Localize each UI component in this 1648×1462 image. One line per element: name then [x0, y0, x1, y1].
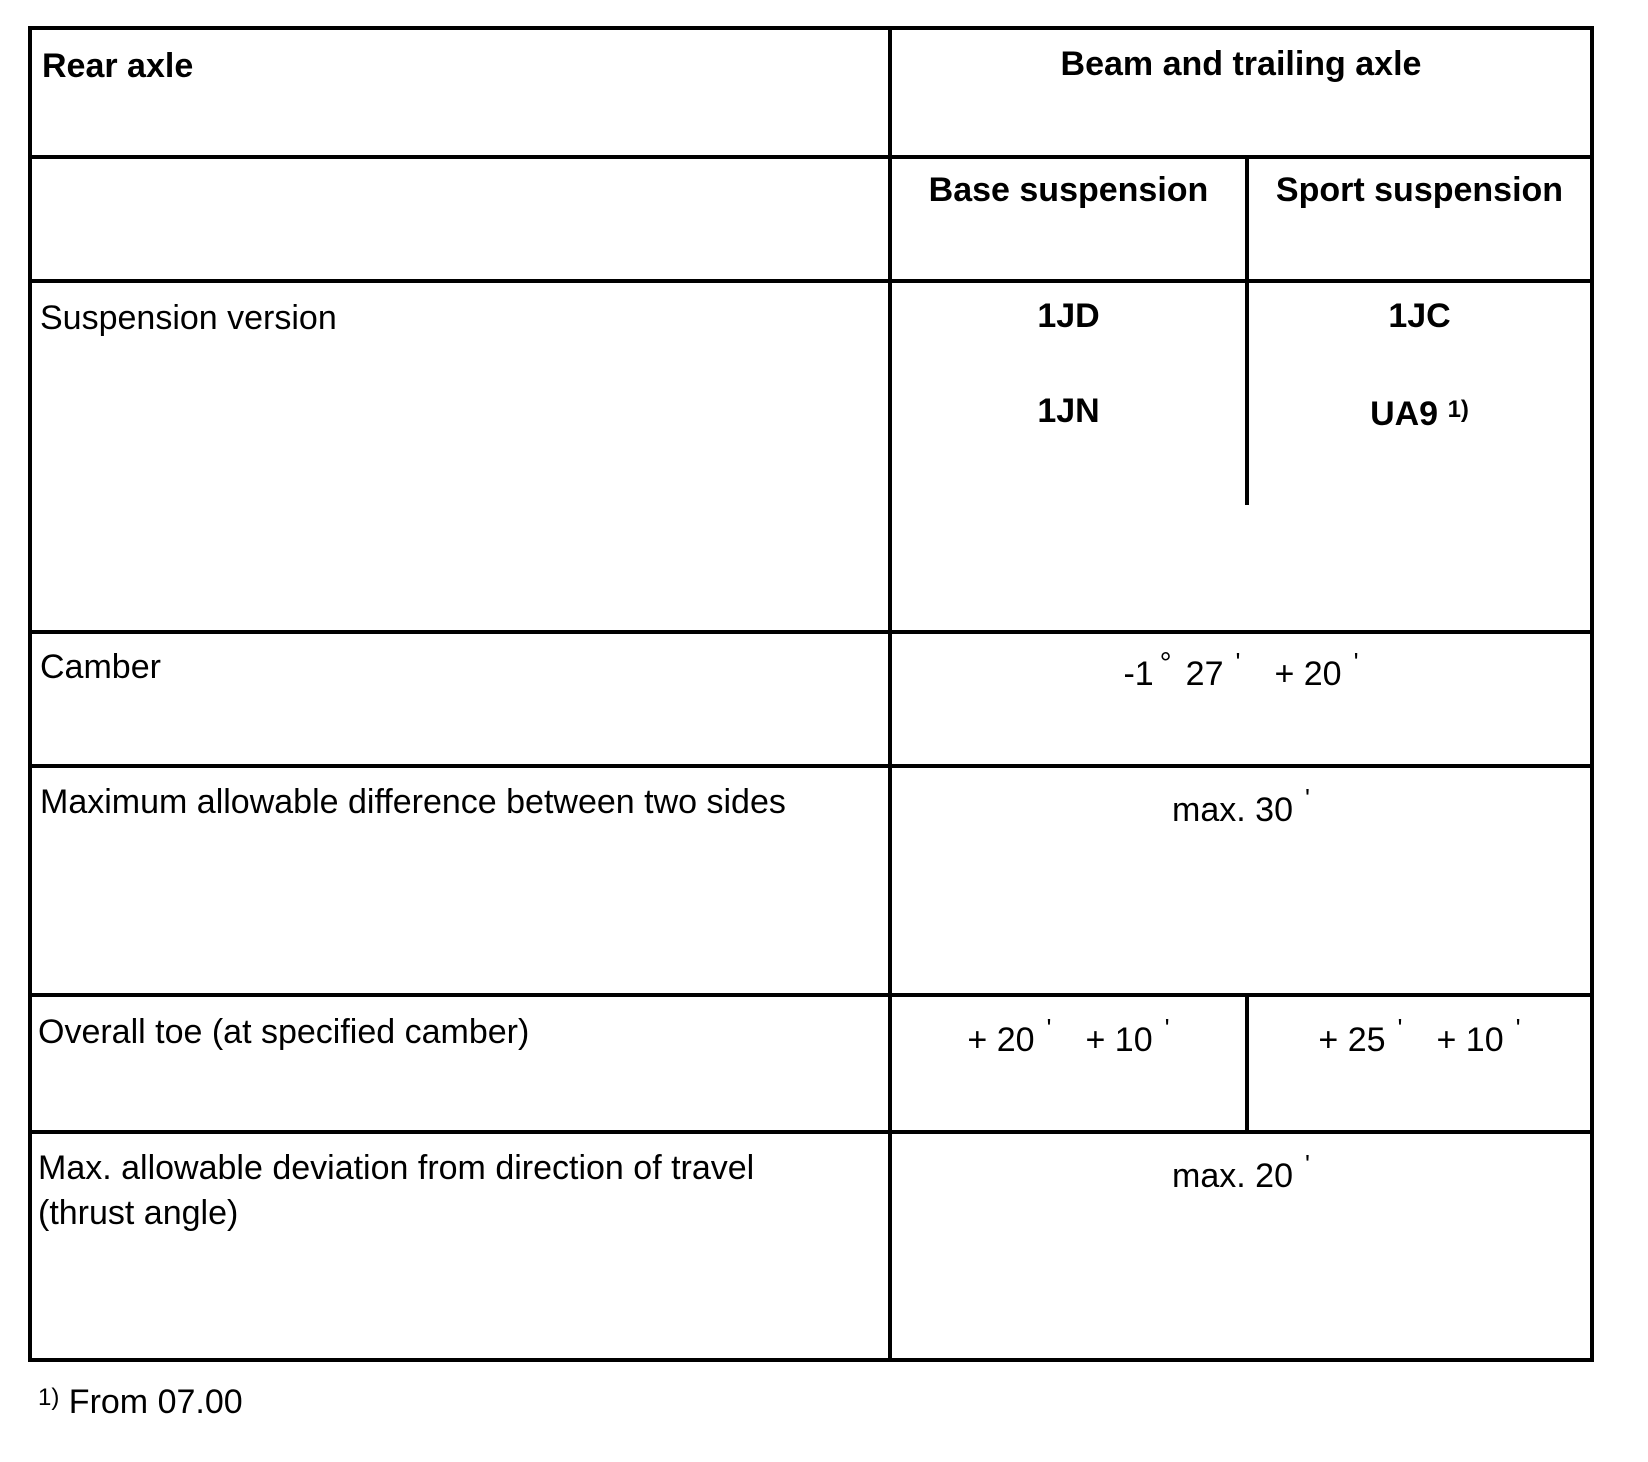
row-label-suspension-version: Suspension version — [40, 299, 337, 337]
toe-tolerance: + 10 — [1436, 1021, 1504, 1059]
table-row-divider — [28, 630, 1594, 634]
header-sport-suspension: Sport suspension — [1275, 171, 1564, 209]
table-border-left — [28, 26, 32, 1362]
toe-tolerance: + 10 — [1085, 1021, 1153, 1059]
max-difference-value — [892, 783, 1590, 834]
table-row-divider — [28, 155, 1594, 159]
minute-symbol: ' — [1046, 1013, 1052, 1043]
sport-suspension-code-with-note — [1249, 392, 1590, 436]
table-row-divider — [28, 993, 1594, 997]
minute-symbol: ' — [1164, 1013, 1170, 1043]
row-label-camber: Camber — [40, 648, 161, 686]
thrust-angle-text: max. 20 — [1172, 1157, 1293, 1195]
base-suspension-code: 1JD — [1037, 297, 1100, 335]
camber-degrees: -1 — [1123, 655, 1154, 693]
header-rear-axle: Rear axle — [42, 47, 194, 85]
minute-symbol: ' — [1304, 1149, 1310, 1179]
footnote — [38, 1380, 243, 1424]
toe-value: + 20 — [967, 1021, 1035, 1059]
base-toe-value — [892, 1013, 1245, 1064]
sport-suspension-code: 1JC — [1388, 297, 1451, 335]
table-row-divider — [28, 764, 1594, 768]
max-difference-text: max. 30 — [1172, 791, 1293, 829]
minute-symbol: ' — [1235, 647, 1241, 677]
minute-symbol: ' — [1515, 1013, 1521, 1043]
camber-minutes: 27 — [1185, 655, 1224, 693]
table-row-divider — [28, 1130, 1594, 1134]
row-label-thrust-angle-line1: Max. allowable deviation from direction of travel — [38, 1149, 755, 1187]
thrust-angle-value — [892, 1149, 1590, 1200]
sport-suspension-code: UA9 — [1370, 395, 1439, 433]
table-row-divider — [28, 279, 1594, 283]
minute-symbol: ' — [1397, 1013, 1403, 1043]
minute-symbol: ' — [1304, 783, 1310, 813]
minute-symbol: ' — [1353, 647, 1359, 677]
footnote-text: From 07.00 — [68, 1383, 243, 1421]
table-border-right — [1590, 26, 1594, 1362]
row-label-max-difference: Maximum allowable difference between two sides — [40, 783, 786, 821]
footnote-marker: 1) — [38, 1384, 60, 1411]
degree-symbol: ° — [1159, 647, 1172, 680]
sport-toe-value — [1249, 1013, 1590, 1064]
table-border-bottom — [28, 1358, 1594, 1362]
footnote-reference: 1) — [1447, 396, 1469, 423]
camber-value — [892, 647, 1590, 698]
row-label-overall-toe: Overall toe (at specified camber) — [38, 1013, 530, 1051]
table-border-top — [28, 26, 1594, 30]
row-label-thrust-angle-line2: (thrust angle) — [38, 1194, 239, 1232]
header-axle-type: Beam and trailing axle — [1060, 45, 1422, 83]
header-base-suspension: Base suspension — [928, 171, 1209, 209]
toe-value: + 25 — [1318, 1021, 1386, 1059]
base-suspension-code: 1JN — [1037, 392, 1100, 430]
camber-tolerance: + 20 — [1274, 655, 1342, 693]
